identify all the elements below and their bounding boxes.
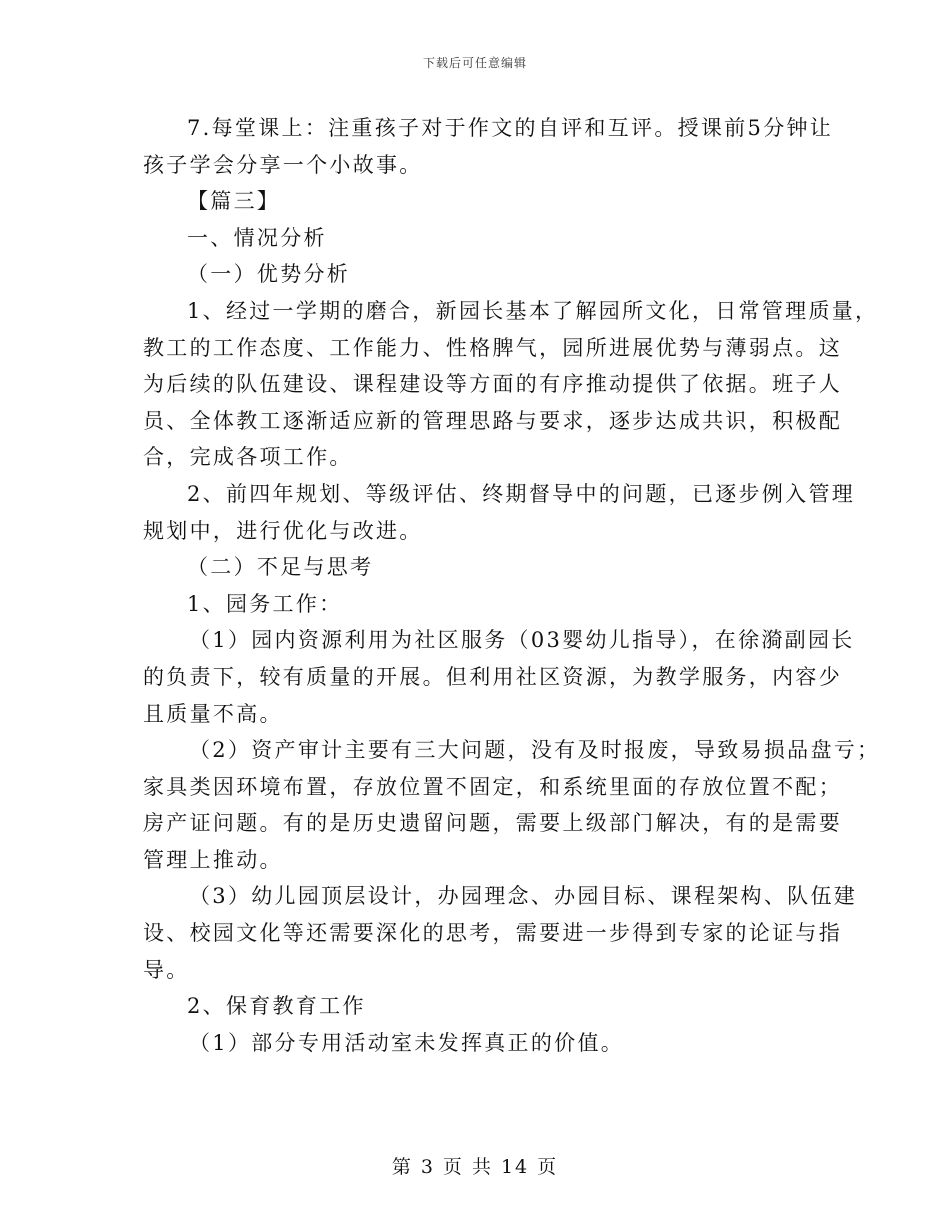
text-line: （1）部分专用活动室未发挥真正的价值。 [189,1030,625,1055]
footer-suffix: 页 [537,1156,559,1178]
footer-middle: 页 共 [442,1156,493,1178]
text-line: 规划中，进行优化与改进。 [143,518,423,543]
text-line: 1、经过一学期的磨合，新园长基本了解园所文化，日常管理质量， [187,298,879,323]
text-line: 员、全体教工逐渐适应新的管理思路与要求，逐步达成共识，积极配 [143,408,842,433]
text-line: 管理上推动。 [143,847,283,872]
text-line: 2、保育教育工作 [187,994,366,1019]
text-line: 1、园务工作： [187,591,343,616]
text-line: 7.每堂课上：注重孩子对于作文的自评和互评。授课前5分钟让 [187,116,834,140]
text-line: 教工的工作态度、工作能力、性格脾气，园所进展优势与薄弱点。这 [143,335,842,360]
text-line: （2）资产审计主要有三大问题，没有及时报废，导致易损品盘亏； [189,738,881,763]
footer-prefix: 第 [391,1156,413,1178]
text-line: 【篇三】 [187,189,281,214]
text-line: 家具类因环境布置，存放位置不固定，和系统里面的存放位置不配； [143,774,842,799]
document-body [143,110,881,1061]
page-footer [0,1152,950,1179]
footer-total-pages: 14 [500,1156,530,1178]
text-line: 合，完成各项工作。 [143,445,353,470]
text-line: 孩子学会分享一个小故事。 [143,152,423,177]
text-line: 且质量不高。 [143,701,283,726]
text-line: 导。 [143,957,190,982]
text-line: 2、前四年规划、等级评估、终期督导中的问题，已逐步例入管理 [187,481,856,506]
text-line: （3）幼儿园顶层设计，办园理念、办园目标、课程架构、队伍建 [189,884,858,909]
text-line: （二）不足与思考 [187,555,374,580]
text-line: 一、情况分析 [187,225,327,250]
text-line: 设、校园文化等还需要深化的思考，需要进一步得到专家的论证与指 [143,921,842,946]
footer-current-page: 3 [420,1156,435,1178]
text-line: （一）优势分析 [187,262,351,287]
text-line: 房产证问题。有的是历史遗留问题，需要上级部门解决，有的是需要 [143,811,842,836]
text-line: 的负责下，较有质量的开展。但利用社区资源，为教学服务，内容少 [143,664,842,689]
page-header: 下载后可任意编辑 [422,56,527,70]
text-line: 为后续的队伍建设、课程建设等方面的有序推动提供了依据。班子人 [143,372,842,397]
text-line: （1）园内资源利用为社区服务（03婴幼儿指导），在徐漪副园长 [189,628,855,653]
